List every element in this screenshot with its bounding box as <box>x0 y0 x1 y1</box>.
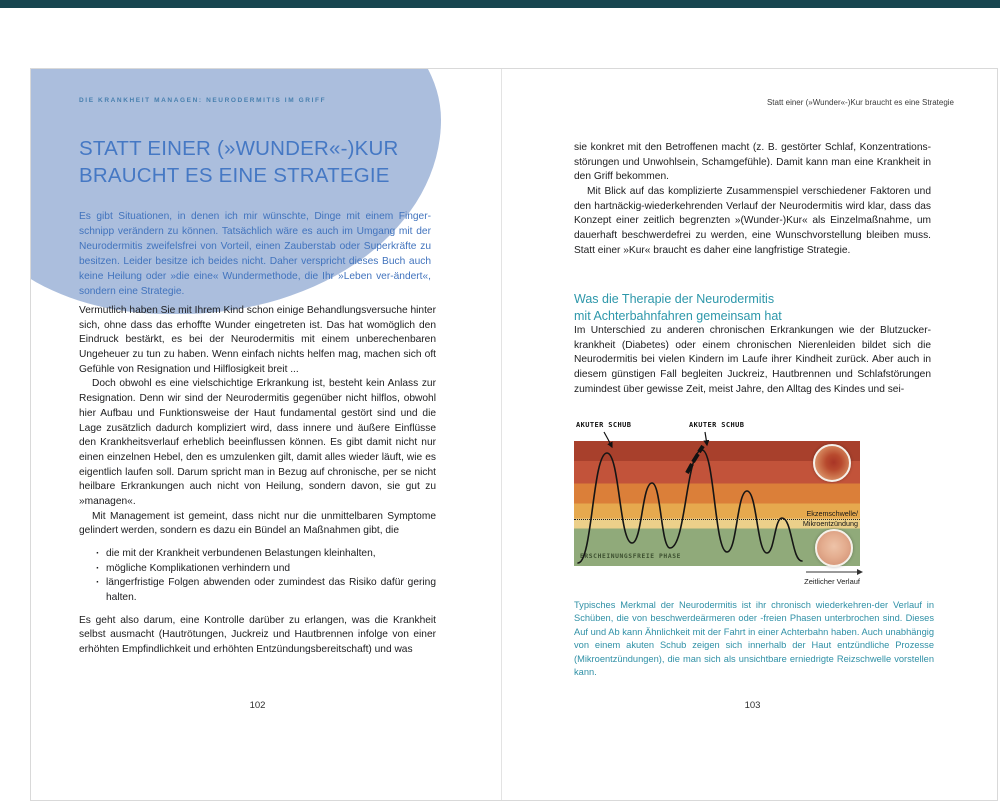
body-paragraph: Es geht also darum, eine Kontrolle darüber zu erlangen, was die Krankheit selbst ausmacht (Hautrötungen, Juckreiz und Hautbrennen infolge von einer erhöhten Empfindlichkeit und erhöhten Entzündungsbereitschaft) und was <box>79 614 436 656</box>
section-subheading-line-2: mit Achterbahnfahren gemeinsam hat <box>574 308 782 323</box>
section-subheading-line-1: Was die Therapie der Neurodermitis <box>574 292 775 306</box>
left-body-column <box>79 304 436 658</box>
page-number-right: 103 <box>744 700 761 711</box>
left-page <box>31 69 501 800</box>
body-paragraph: Im Unterschied zu anderen chronischen Erkrankungen wie der Blutzucker-krankheit (Diabetes) oder einem chronischen Nierenleiden bildet sich die Neurodermitis bei vielen Kindern im Laufe ihrer Kindheit zurück. Aber auch in diesem günstigen Fall begleiten Juckreiz, Hautbrennen und Schlafstörungen zumindest über gewisse Zeit, meist Jahre, den Alltag des Kindes und sei- <box>574 325 931 395</box>
right-page <box>501 69 997 800</box>
body-paragraph: Mit Blick auf das komplizierte Zusammenspiel verschiedener Faktoren und den hartnäckig-wiederkehrenden Verlauf der Neurodermitis wird klar, dass das Konzept einer zeitlich begrenzten »(Wunder-)Kur« als Einzelmaßnahme, um dauerhaft beschwerdefrei zu werden, eine Wunschvorstellung bleiben muss. Statt einer »Kur« braucht es daher eine langfristige Strategie. <box>574 186 931 256</box>
body-paragraph: Doch obwohl es eine vielschichtige Erkrankung ist, besteht kein Anlass zur Resignation. Denn wir sind der Neurodermitis gegenüber nicht hilflos, obwohl hier Aufbau und Funktionsweise der Haut fundamental gestört sind und die Lage zusätzlich dadurch kompliziert wird, dass innere und äußere Einflüsse den Krankheitsverlauf erheblich beeinflussen können. Es gibt damit nicht nur einen einzelnen Hebel, den es umzulenken gilt, damit alles wieder läuft, wie es eigentlich laufen soll. Darum spricht man in Bezug auf chronische, per se nicht heilbare Erkrankungen auch nicht von Heilung, sondern davon, sie gut zu »managen«. <box>79 378 436 507</box>
bullet-item: · die mit der Krankheit verbundenen Belastungen kleinhalten, <box>106 547 436 562</box>
acute-flare-label-2: AKUTER SCHUB <box>689 421 745 429</box>
bullet-item: · längerfristige Folgen abwenden oder zumindest das Risiko dafür gering halten. <box>106 576 436 605</box>
threshold-label <box>724 509 858 528</box>
threshold-label-line-1: Ekzemschwelle/ <box>806 509 858 518</box>
body-paragraph: Mit Management ist gemeint, dass nicht nur die unmittelbaren Symptome gelindert werden, sondern es dazu ein Bündel an Maßnahmen gibt, die <box>79 510 436 537</box>
bullet-item: · mögliche Komplikationen verhindern und <box>106 562 436 577</box>
body-paragraph: sie konkret mit den Betroffenen macht (z. B. gestörter Schlaf, Konzentrations-störungen und Unwohlsein, Schamgefühle). Damit kann man eine Krankheit in den Griff bekommen. <box>574 142 931 183</box>
running-header-left: DIE KRANKHEIT MANAGEN: NEURODERMITIS IM GRIFF <box>79 97 327 104</box>
acute-flare-label-1: AKUTER SCHUB <box>576 421 632 429</box>
healthy-skin-photo <box>815 529 853 567</box>
intro-paragraph: Es gibt Situationen, in denen ich mir wünschte, Dinge mit einem Finger-schnipp verändern zu können. Tatsächlich wäre es auch im Umgang mit der Neurodermitis zweifelsfrei von Vorteil, einen Zauberstab oder Superkräfte zu besitzen. Leider besitze ich beides nicht. Daher verspricht dieses Buch auch keine Heilung oder »die eine« Wundermethode, die Ihr »Leben ver-ändert«, sondern eine Strategie. <box>79 211 431 298</box>
chapter-title-line-1: STATT EINER (»WUNDER«-)KUR <box>79 137 399 160</box>
threshold-label-line-2: Mikroentzündung <box>802 518 858 528</box>
chapter-title-line-2: BRAUCHT ES EINE STRATEGIE <box>79 164 390 188</box>
eczema-skin-photo <box>813 444 851 482</box>
book-spread <box>30 68 998 801</box>
figure-caption: Typisches Merkmal der Neurodermitis ist ihr chronisch wiederkehren-der Verlauf in Schüben, die von beschwerdeärmeren oder -freien Phasen unterbrochen sind. Dieses Auf und Ab kann Ähnlichkeit mit der Fahrt in einer Achterbahn haben. Auch unabhängig von einem akuten Schub zeigen sich innerhalb der Haut entzündliche Prozesse (Mikroentzündungen), die man sich als unsichtbare erniedrigte Reizschwelle vorstellen kann. <box>574 600 934 678</box>
right-body-column-top <box>574 141 931 259</box>
body-paragraph: Vermutlich haben Sie mit Ihrem Kind schon einige Behandlungsversuche hinter sich, ohne dass das erhoffte Wunder eingetreten ist. Das hat womöglich den Eindruck bestärkt, es bei der Neurodermitis mit einem unberechenbaren Ungeheuer zu tun zu haben. Wenn einfach nichts helfen mag, machen sich oft Gefühle von Resignation und Hilflosigkeit breit ... <box>79 305 436 375</box>
top-bar <box>0 0 1000 8</box>
page-number-left: 102 <box>249 700 266 711</box>
time-axis-label: Zeitlicher Verlauf <box>804 577 860 586</box>
chapter-title <box>79 135 399 189</box>
symptom-free-phase-label: ERSCHEINUNGSFREIE PHASE <box>580 553 681 560</box>
section-subheading <box>574 291 782 325</box>
right-body-column-bottom <box>574 324 931 397</box>
bullet-list <box>79 547 436 606</box>
rollercoaster-figure <box>574 421 934 593</box>
running-header-right: Statt einer (»Wunder«-)Kur braucht es eine Strategie <box>766 98 954 107</box>
